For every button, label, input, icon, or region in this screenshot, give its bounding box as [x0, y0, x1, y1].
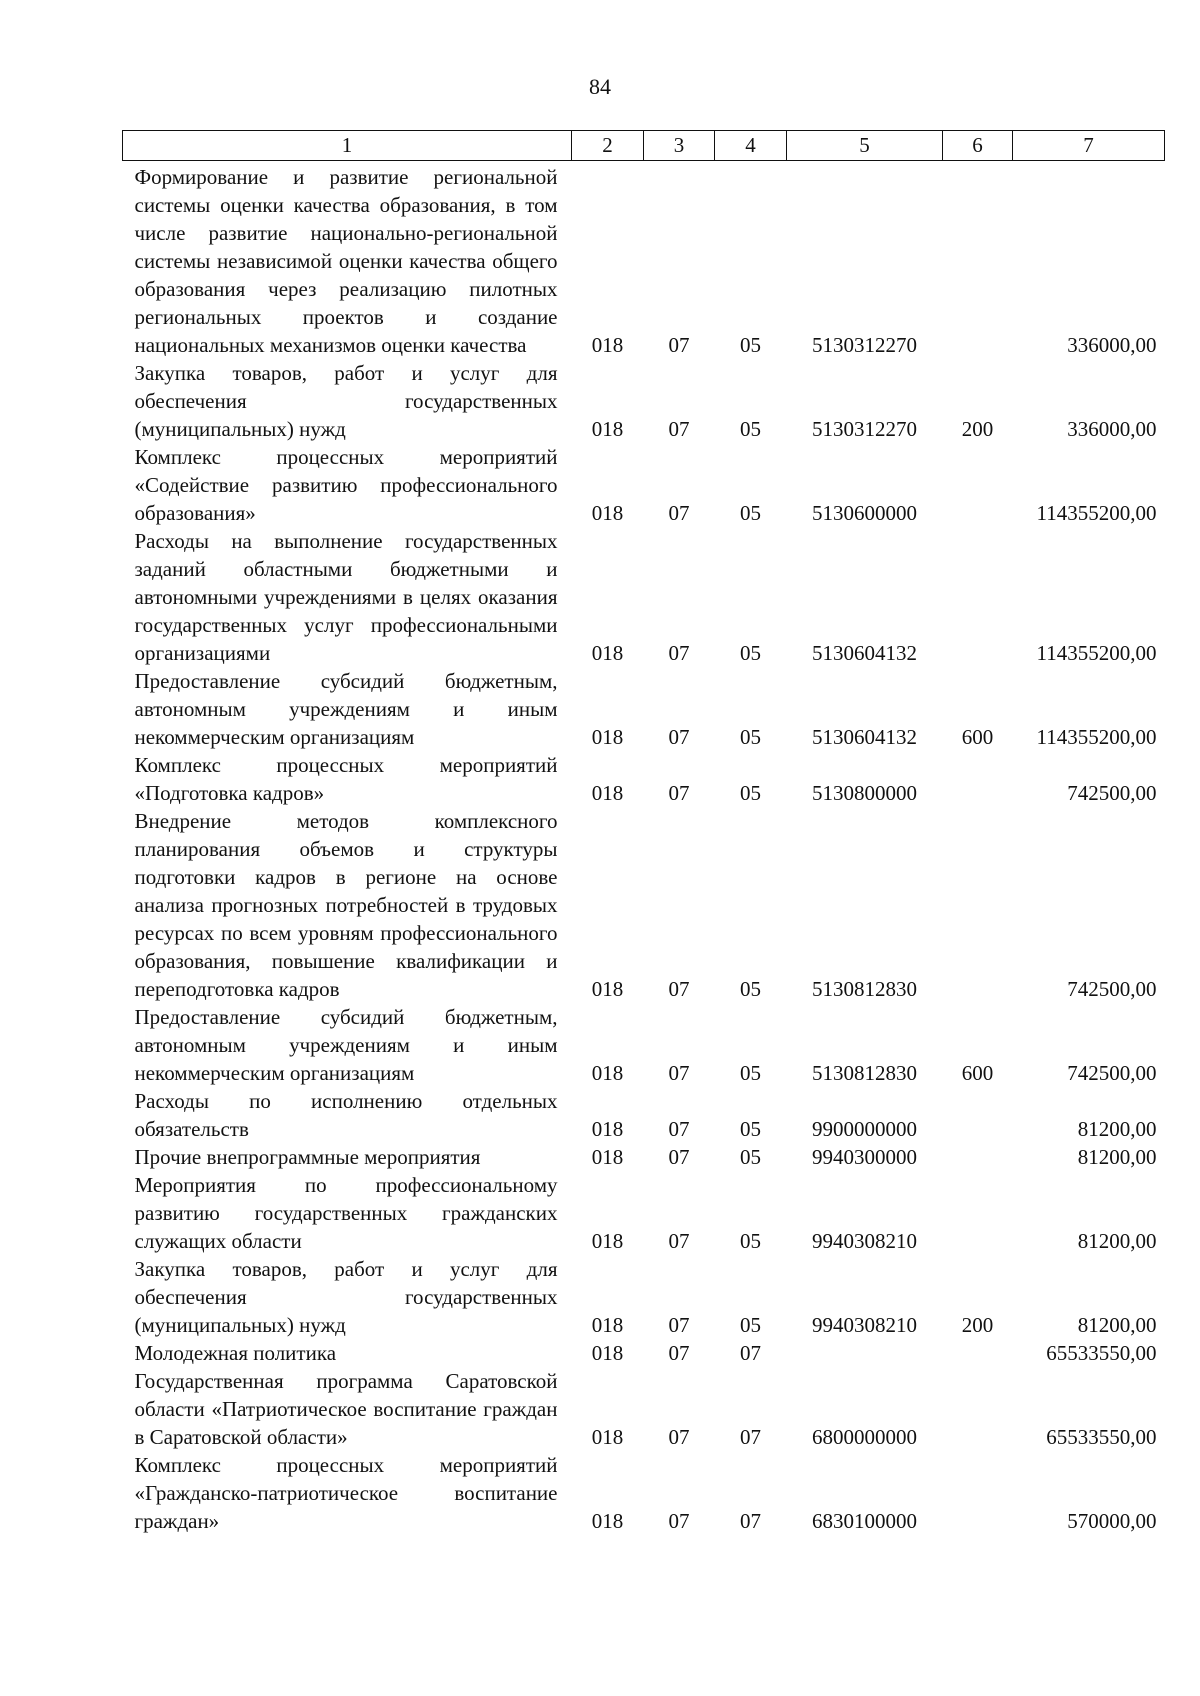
amount: 114355200,00 [1036, 641, 1157, 665]
grbs-code: 018 [591, 977, 624, 1001]
subsection-code: 07 [740, 1341, 761, 1365]
item-name: Предоставление субсидий бюджетным, автономным учреждениям и иным некоммерческим организациям [134, 1005, 558, 1085]
table-row [123, 1339, 1165, 1367]
target-article-code: 9900000000 [812, 1117, 917, 1141]
expense-type-code [943, 527, 1013, 667]
table-row [123, 1255, 1165, 1339]
target-article-code: 5130600000 [812, 501, 917, 525]
table-row [123, 1087, 1165, 1143]
target-article-code: 6830100000 [812, 1509, 917, 1533]
subsection-code: 05 [740, 1313, 761, 1337]
amount: 81200,00 [1077, 1313, 1157, 1337]
item-name: Комплекс процессных мероприятий «Содействие развитию профессионального образования» [134, 445, 558, 525]
header-col-2: 2 [572, 131, 644, 161]
target-article-code: 9940308210 [812, 1229, 917, 1253]
expense-type-code [943, 1143, 1013, 1171]
expense-type-code [943, 751, 1013, 807]
table-row [123, 1143, 1165, 1171]
subsection-code: 07 [740, 1509, 761, 1533]
section-code: 07 [668, 725, 690, 749]
expense-type-code [943, 1339, 1013, 1367]
table-row [123, 1171, 1165, 1255]
table-row [123, 161, 1165, 360]
section-code: 07 [668, 781, 690, 805]
section-code: 07 [668, 1509, 690, 1533]
table-row [123, 1367, 1165, 1451]
table-row [123, 751, 1165, 807]
subsection-code: 05 [740, 781, 761, 805]
expense-type-code [943, 1451, 1013, 1535]
expense-type-code: 600 [961, 1061, 994, 1085]
grbs-code: 018 [591, 1313, 624, 1337]
table-body [123, 161, 1165, 1536]
amount: 336000,00 [1067, 333, 1157, 357]
target-article-code: 9940300000 [812, 1145, 917, 1169]
target-article-code: 5130604132 [812, 641, 917, 665]
item-name: Внедрение методов комплексного планирования объемов и структуры подготовки кадров в регионе на основе анализа прогнозных потребностей в трудовых ресурсах по всем уровням профессионального образования, повышение квалификации и переподготовка кадров [134, 809, 558, 1001]
target-article-code: 5130800000 [812, 781, 917, 805]
amount: 114355200,00 [1036, 725, 1157, 749]
amount: 65533550,00 [1046, 1425, 1157, 1449]
target-article-code [787, 1339, 943, 1367]
amount: 742500,00 [1067, 977, 1157, 1001]
section-code: 07 [668, 1061, 690, 1085]
header-col-3: 3 [644, 131, 715, 161]
amount: 81200,00 [1077, 1117, 1157, 1141]
header-col-1: 1 [123, 131, 572, 161]
grbs-code: 018 [591, 333, 624, 357]
amount: 81200,00 [1077, 1145, 1157, 1169]
section-code: 07 [668, 333, 690, 357]
subsection-code: 05 [740, 1229, 761, 1253]
grbs-code: 018 [591, 417, 624, 441]
budget-table [122, 130, 1165, 1535]
header-col-5: 5 [787, 131, 943, 161]
amount: 114355200,00 [1036, 501, 1157, 525]
amount: 81200,00 [1077, 1229, 1157, 1253]
grbs-code: 018 [591, 1341, 624, 1365]
table-row [123, 807, 1165, 1003]
target-article-code: 5130312270 [812, 333, 917, 357]
expense-type-code [943, 161, 1013, 360]
section-code: 07 [668, 1145, 690, 1169]
subsection-code: 05 [740, 725, 761, 749]
section-code: 07 [668, 977, 690, 1001]
subsection-code: 05 [740, 1145, 761, 1169]
table-row [123, 443, 1165, 527]
amount: 742500,00 [1067, 781, 1157, 805]
amount: 570000,00 [1067, 1509, 1157, 1533]
grbs-code: 018 [591, 1425, 624, 1449]
item-name: Комплекс процессных мероприятий «Подготовка кадров» [134, 753, 558, 805]
item-name: Закупка товаров, работ и услуг для обеспечения государственных (муниципальных) нужд [134, 361, 558, 441]
table-row [123, 359, 1165, 443]
subsection-code: 05 [740, 417, 761, 441]
expense-type-code: 600 [961, 725, 994, 749]
amount: 65533550,00 [1046, 1341, 1157, 1365]
grbs-code: 018 [591, 1229, 624, 1253]
header-col-6: 6 [943, 131, 1013, 161]
section-code: 07 [668, 1341, 690, 1365]
grbs-code: 018 [591, 1145, 624, 1169]
amount: 742500,00 [1067, 1061, 1157, 1085]
section-code: 07 [668, 1313, 690, 1337]
expense-type-code [943, 1171, 1013, 1255]
grbs-code: 018 [591, 781, 624, 805]
expense-type-code [943, 1087, 1013, 1143]
table-row [123, 1451, 1165, 1535]
expense-type-code: 200 [961, 1313, 994, 1337]
subsection-code: 05 [740, 977, 761, 1001]
section-code: 07 [668, 1117, 690, 1141]
section-code: 07 [668, 1229, 690, 1253]
expense-type-code [943, 807, 1013, 1003]
target-article-code: 5130312270 [812, 417, 917, 441]
header-col-7: 7 [1013, 131, 1165, 161]
table-row [123, 527, 1165, 667]
header-col-4: 4 [715, 131, 787, 161]
subsection-code: 05 [740, 333, 761, 357]
item-name: Комплекс процессных мероприятий «Гражданско-патриотическое воспитание граждан» [134, 1453, 558, 1533]
item-name: Закупка товаров, работ и услуг для обеспечения государственных (муниципальных) нужд [134, 1257, 558, 1337]
expense-type-code [943, 443, 1013, 527]
target-article-code: 5130604132 [812, 725, 917, 749]
section-code: 07 [668, 501, 690, 525]
item-name: Молодежная политика [134, 1341, 337, 1365]
subsection-code: 05 [740, 501, 761, 525]
subsection-code: 05 [740, 1061, 761, 1085]
page-number: 84 [589, 74, 611, 99]
table-header [123, 131, 1165, 161]
grbs-code: 018 [591, 1061, 624, 1085]
subsection-code: 05 [740, 1117, 761, 1141]
item-name: Формирование и развитие региональной системы оценки качества образования, в том числе развитие национально-региональной системы независимой оценки качества общего образования через реализацию пилотных региональных проектов и создание национальных механизмов оценки качества [134, 165, 558, 357]
item-name: Прочие внепрограммные мероприятия [134, 1145, 481, 1169]
grbs-code: 018 [591, 501, 624, 525]
item-name: Предоставление субсидий бюджетным, автономным учреждениям и иным некоммерческим организациям [134, 669, 558, 749]
grbs-code: 018 [591, 725, 624, 749]
item-name: Расходы на выполнение государственных заданий областными бюджетными и автономными учреждениями в целях оказания государственных услуг профессиональными организациями [134, 529, 558, 665]
expense-type-code [943, 1367, 1013, 1451]
grbs-code: 018 [591, 1509, 624, 1533]
header-row [123, 131, 1165, 161]
item-name: Государственная программа Саратовской области «Патриотическое воспитание граждан в Саратовской области» [134, 1369, 558, 1449]
grbs-code: 018 [591, 641, 624, 665]
target-article-code: 5130812830 [812, 977, 917, 1001]
target-article-code: 9940308210 [812, 1313, 917, 1337]
section-code: 07 [668, 417, 690, 441]
item-name: Мероприятия по профессиональному развитию государственных гражданских служащих области [134, 1173, 558, 1253]
table-row [123, 1003, 1165, 1087]
target-article-code: 5130812830 [812, 1061, 917, 1085]
target-article-code: 6800000000 [812, 1425, 917, 1449]
expense-type-code: 200 [961, 417, 994, 441]
grbs-code: 018 [591, 1117, 624, 1141]
subsection-code: 07 [740, 1425, 761, 1449]
table-row [123, 667, 1165, 751]
section-code: 07 [668, 1425, 690, 1449]
item-name: Расходы по исполнению отдельных обязательств [134, 1089, 558, 1141]
section-code: 07 [668, 641, 690, 665]
subsection-code: 05 [740, 641, 761, 665]
amount: 336000,00 [1067, 417, 1157, 441]
